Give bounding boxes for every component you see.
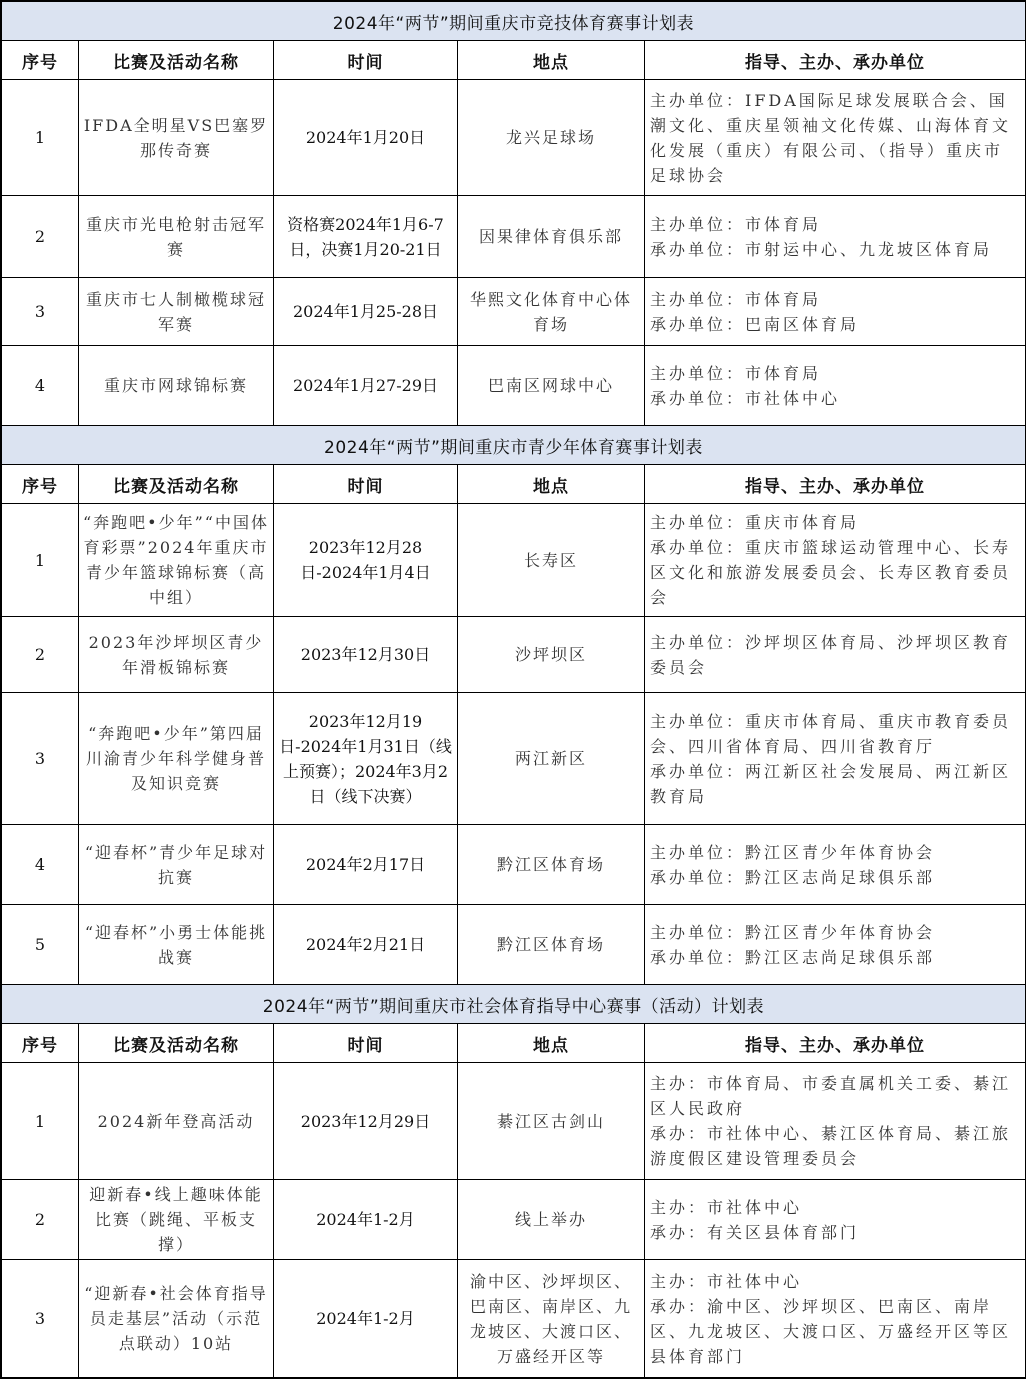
organizer-line: 承办单位：黔江区志尚足球俱乐部	[650, 867, 936, 887]
column-header: 序号	[2, 41, 79, 80]
row-number: 1	[2, 504, 79, 617]
row-number: 1	[2, 1063, 79, 1180]
column-header: 地点	[458, 465, 645, 504]
event-location: 綦江区古剑山	[458, 1063, 645, 1180]
table-row	[2, 196, 1026, 278]
organizer-line: 承办：有关区县体育部门	[650, 1222, 860, 1242]
column-header: 地点	[458, 1024, 645, 1063]
event-name: “奔跑吧•少年”第四届川渝青少年科学健身普及知识竞赛	[79, 693, 274, 825]
column-header: 时间	[274, 465, 458, 504]
event-location: 巴南区网球中心	[458, 346, 645, 426]
event-name: “迎春杯”小勇士体能挑战赛	[79, 905, 274, 985]
event-time: 2023年12月30日	[274, 617, 458, 693]
table-row	[2, 278, 1026, 346]
event-name: IFDA全明星VS巴塞罗那传奇赛	[79, 80, 274, 196]
table-row	[2, 504, 1026, 617]
event-time: 2024年1月27-29日	[274, 346, 458, 426]
organizer-line: 承办单位：巴南区体育局	[650, 314, 860, 334]
table-row	[2, 1180, 1026, 1260]
organizer-line: 主办单位：重庆市体育局、重庆市教育委员会、四川省体育局、四川省教育厅	[650, 711, 1012, 756]
event-name: 2024新年登高活动	[79, 1063, 274, 1180]
row-number: 1	[2, 80, 79, 196]
organizer-line: 承办：渝中区、沙坪坝区、巴南区、南岸区、九龙坡区、大渡口区、万盛经开区等区县体育部门	[650, 1296, 1012, 1366]
organizer-line: 承办单位：市社体中心	[650, 388, 841, 408]
event-organizers	[645, 617, 1026, 693]
schedule-table	[1, 1, 1026, 1378]
event-name: 重庆市七人制橄榄球冠军赛	[79, 278, 274, 346]
table-row	[2, 825, 1026, 905]
column-header: 比赛及活动名称	[79, 465, 274, 504]
table-row	[2, 1260, 1026, 1378]
event-time: 2023年12月29日	[274, 1063, 458, 1180]
organizer-line: 主办：市体育局、市委直属机关工委、綦江区人民政府	[650, 1074, 1012, 1118]
column-header: 比赛及活动名称	[79, 1024, 274, 1063]
row-number: 2	[2, 196, 79, 278]
event-organizers	[645, 504, 1026, 617]
event-time: 2024年2月21日	[274, 905, 458, 985]
organizer-line: 主办单位：市体育局	[650, 214, 822, 234]
event-time: 2024年1-2月	[274, 1180, 458, 1260]
event-time: 2024年1月20日	[274, 80, 458, 196]
event-organizers	[645, 80, 1026, 196]
organizer-line: 主办单位：黔江区青少年体育协会	[650, 922, 936, 942]
column-header: 指导、主办、承办单位	[645, 1024, 1026, 1063]
column-header: 时间	[274, 41, 458, 80]
event-organizers	[645, 693, 1026, 825]
event-name: “奔跑吧•少年”“中国体育彩票”2024年重庆市青少年篮球锦标赛（高中组）	[79, 504, 274, 617]
event-time: 2023年12月28日-2024年1月4日	[274, 504, 458, 617]
column-header-row	[2, 1024, 1026, 1063]
organizer-line: 主办单位：沙坪坝区体育局、沙坪坝区教育委员会	[650, 632, 1012, 677]
event-location: 龙兴足球场	[458, 80, 645, 196]
column-header: 序号	[2, 465, 79, 504]
column-header: 时间	[274, 1024, 458, 1063]
organizer-line: 主办：市社体中心	[650, 1197, 803, 1217]
event-time: 2024年1月25-28日	[274, 278, 458, 346]
organizer-line: 承办单位：两江新区社会发展局、两江新区教育局	[650, 761, 1012, 806]
table-row	[2, 617, 1026, 693]
row-number: 5	[2, 905, 79, 985]
event-location: 黔江区体育场	[458, 905, 645, 985]
event-name: 重庆市光电枪射击冠军赛	[79, 196, 274, 278]
event-organizers	[645, 1063, 1026, 1180]
event-time: 2024年1-2月	[274, 1260, 458, 1378]
column-header: 指导、主办、承办单位	[645, 465, 1026, 504]
organizer-line: 主办单位：IFDA国际足球发展联合会、国潮文化、重庆星领袖文化传媒、山海体育文化发展（重庆）有限公司、（指导）重庆市足球协会	[650, 90, 1012, 185]
column-header: 指导、主办、承办单位	[645, 41, 1026, 80]
event-organizers	[645, 278, 1026, 346]
column-header: 序号	[2, 1024, 79, 1063]
event-organizers	[645, 905, 1026, 985]
event-time: 资格赛2024年1月6-7日，决赛1月20-21日	[274, 196, 458, 278]
organizer-line: 承办单位：黔江区志尚足球俱乐部	[650, 947, 936, 967]
event-name: 2023年沙坪坝区青少年滑板锦标赛	[79, 617, 274, 693]
organizer-line: 主办单位：市体育局	[650, 363, 822, 383]
organizer-line: 承办单位：重庆市篮球运动管理中心、长寿区文化和旅游发展委员会、长寿区教育委员会	[650, 538, 1012, 607]
event-location: 两江新区	[458, 693, 645, 825]
event-name: 迎新春•线上趣味体能比赛（跳绳、平板支撑）	[79, 1180, 274, 1260]
section-title: 2024年“两节”期间重庆市社会体育指导中心赛事（活动）计划表	[2, 985, 1026, 1024]
event-organizers	[645, 1180, 1026, 1260]
table-row	[2, 80, 1026, 196]
column-header: 比赛及活动名称	[79, 41, 274, 80]
row-number: 4	[2, 346, 79, 426]
section-title: 2024年“两节”期间重庆市青少年体育赛事计划表	[2, 426, 1026, 465]
section-title-row	[2, 985, 1026, 1024]
section-title: 2024年“两节”期间重庆市竞技体育赛事计划表	[2, 2, 1026, 41]
row-number: 3	[2, 693, 79, 825]
organizer-line: 承办单位：市射运中心、九龙坡区体育局	[650, 239, 993, 259]
table-row	[2, 693, 1026, 825]
organizer-line: 主办单位：市体育局	[650, 289, 822, 309]
event-time: 2024年2月17日	[274, 825, 458, 905]
section-title-row	[2, 426, 1026, 465]
event-organizers	[645, 346, 1026, 426]
row-number: 4	[2, 825, 79, 905]
organizer-line: 承办：市社体中心、綦江区体育局、綦江旅游度假区建设管理委员会	[650, 1124, 1012, 1168]
column-header-row	[2, 465, 1026, 504]
organizer-line: 主办单位：重庆市体育局	[650, 513, 860, 532]
event-organizers	[645, 196, 1026, 278]
row-number: 3	[2, 1260, 79, 1378]
row-number: 2	[2, 1180, 79, 1260]
column-header: 地点	[458, 41, 645, 80]
event-location: 沙坪坝区	[458, 617, 645, 693]
table-row	[2, 905, 1026, 985]
table-row	[2, 346, 1026, 426]
event-organizers	[645, 825, 1026, 905]
table-row	[2, 1063, 1026, 1180]
column-header-row	[2, 41, 1026, 80]
event-location: 渝中区、沙坪坝区、巴南区、南岸区、九龙坡区、大渡口区、万盛经开区等	[458, 1260, 645, 1378]
event-location: 因果律体育俱乐部	[458, 196, 645, 278]
event-location: 黔江区体育场	[458, 825, 645, 905]
event-location: 长寿区	[458, 504, 645, 617]
event-organizers	[645, 1260, 1026, 1378]
row-number: 3	[2, 278, 79, 346]
row-number: 2	[2, 617, 79, 693]
event-time: 2023年12月19日-2024年1月31日（线上预赛）；2024年3月2日（线下决赛）	[274, 693, 458, 825]
event-location: 华熙文化体育中心体育场	[458, 278, 645, 346]
organizer-line: 主办单位：黔江区青少年体育协会	[650, 842, 936, 862]
event-name: “迎新春•社会体育指导员走基层”活动（示范点联动）10站	[79, 1260, 274, 1378]
event-name: “迎春杯”青少年足球对抗赛	[79, 825, 274, 905]
event-name: 重庆市网球锦标赛	[79, 346, 274, 426]
organizer-line: 主办：市社体中心	[650, 1271, 803, 1291]
section-title-row	[2, 2, 1026, 41]
event-location: 线上举办	[458, 1180, 645, 1260]
